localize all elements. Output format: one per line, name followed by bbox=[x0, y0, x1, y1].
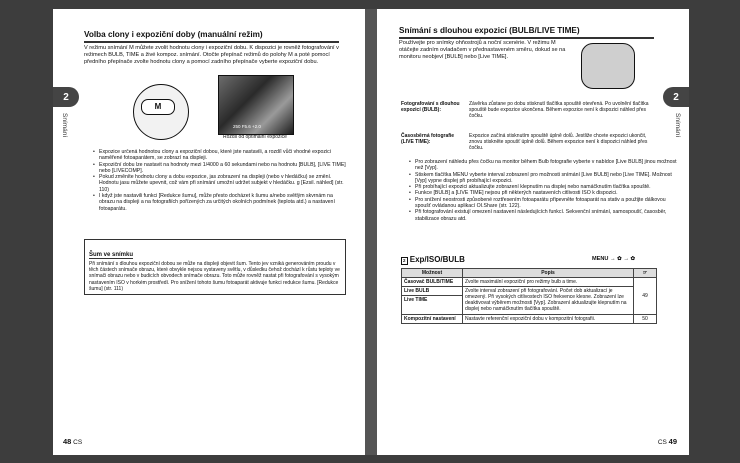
chapter-label: Snímání bbox=[61, 113, 68, 138]
table-header: Možnost bbox=[402, 269, 463, 278]
page-number: 49 bbox=[668, 437, 677, 446]
right-footer bbox=[658, 437, 677, 446]
right-page bbox=[377, 9, 689, 455]
table-header: ☞ bbox=[634, 269, 657, 278]
page-lang: CS bbox=[657, 439, 667, 446]
list-item: • I když jste nastavili funkci [Redukce šumu], může přesto docházet k šumu a/nebo světlým skvrnám na obrazu na displeji a na fotografiích pořízených za určitých okolních podmínek (teplota atd.) a nastavení fotoaparátu. bbox=[99, 193, 349, 212]
table-cell-ref: 49 bbox=[634, 278, 657, 315]
noise-note-box bbox=[84, 239, 346, 295]
list-item: • Expoziční dobu lze nastavit na hodnoty mezi 1/4000 a 60 sekundami nebo na hodnotu [BULB], [LIVE TIME] nebo [LIVECOMP]. bbox=[99, 162, 349, 175]
list-item: • Pro zobrazení náhledu přes čočku na monitor během Bulb fotografie vyberte v nabídce [Live BULB] jinou možnost než [Vyp]. bbox=[415, 159, 677, 172]
list-item: • Stiskem tlačítka MENU vyberte interval zobrazení pro možnosti snímání [Live BULB] nebo [Live TIME]. Možnost [Vyp] vypne displej při probíhající expozici. bbox=[415, 172, 677, 185]
table-cell-option: Live BULB bbox=[402, 287, 463, 296]
table-cell-desc: Zvolte maximální expoziční pro režimy bulb a time. bbox=[463, 278, 634, 287]
book-gutter bbox=[365, 9, 377, 455]
table-row bbox=[402, 315, 657, 324]
left-intro: V režimu snímání M můžete zvolit hodnotu clony i expoziční dobu. K dispozici je rovněž fotografování v režimech BULB, TIME a živé kompoz. snímání. Otočte přepínač režimů do polohy M a poté pomocí předního přepínače zvolte hodnotu clony a pomocí zadního přepínače vyberte expoziční dobu. bbox=[84, 45, 339, 65]
shooting-menu-icon: 2 bbox=[403, 258, 406, 263]
list-item: • Funkce [BULB] a [LIVE TIME] nejsou při některých nastaveních citlivosti ISO k dispozici. bbox=[415, 190, 677, 196]
screen-caption: Rozdíl od optimální expozice bbox=[223, 134, 287, 140]
left-page-title: Volba clony i expoziční doby (manuální režim) bbox=[84, 30, 263, 39]
note-title: Šum ve snímku bbox=[89, 252, 134, 258]
note-text: Při snímání s dlouhou expoziční dobou se může na displeji objevit šum. Tento jev vzniká generováním proudu v těch částech snímače obrazu, které obvykle nejsou vystaveny světlu, v důsledku čehož dochází k růstu teploty ve snímači obrazu nebo v budicích obvodech snímače obrazu. Toto může rovněž nastat při fotografování s vysokým nastavením ISO v horkém prostředí. Pro snížení tohoto šumu fotoaparát aktivuje funkci redukce šumu. [Redukce šumu] (str. 111) bbox=[89, 261, 340, 292]
screen-readout: 250 F5.6 +2.0 bbox=[233, 124, 261, 129]
table-row bbox=[402, 287, 657, 296]
chapter-tab: 2 bbox=[53, 87, 79, 107]
right-intro: Používejte pro snímky ohňostrojů a noční scenérie. V režimu M otáčejte zadním ovladačem v přednastaveném směru, dokud se na monitoru neobjeví [BULB] nebo [Live TIME]. bbox=[399, 40, 566, 60]
title-underline bbox=[399, 37, 654, 39]
left-footer bbox=[63, 437, 82, 446]
right-bullets bbox=[407, 159, 677, 222]
mode-label-bulb: Fotografování s dlouhou expozicí (BULB): bbox=[401, 101, 460, 114]
chapter-tab: 2 bbox=[663, 87, 689, 107]
left-page bbox=[53, 9, 365, 455]
camera-top-illustration bbox=[581, 43, 635, 89]
dial-letter: M bbox=[141, 99, 175, 115]
table-cell-desc: Nastavte referenční expoziční dobu v kompozitní fotografii. bbox=[463, 315, 634, 324]
mode-text-livetime: Expozice začíná stisknutím spouště úplně dolů. Jestliže chcete expozici ukončit, znovu stiskněte spoušť úplně dolů. Během expozice není k dispozici náhled přes čočku. bbox=[469, 133, 648, 152]
page-lang: CS bbox=[73, 439, 83, 446]
table-cell-ref: 50 bbox=[634, 315, 657, 324]
table-cell-desc: Zvolte interval zobrazení při fotografování. Počet dob aktualizací je omezený. Při vysokých citlivostech ISO frekvence klesne. Zobrazení lze deaktivovat výběrem možnosti [Vyp]. Zobrazení aktualizujte klepnutím na displej nebo namáčknutím tlačítka spouště. bbox=[463, 287, 634, 315]
options-table bbox=[401, 268, 657, 324]
section-title-row bbox=[401, 255, 465, 265]
page-number: 48 bbox=[63, 437, 72, 446]
mode-text-bulb: Závěrka zůstane po dobu stisknutí tlačítka spouště otevřená. Po uvolnění tlačítka spouště bude expozice ukončena. Během expozice není k dispozici náhled přes čočku. bbox=[469, 101, 649, 120]
section-title: Exp/ISO/BULB bbox=[409, 255, 465, 264]
table-cell-option: Kompozitní nastavení bbox=[402, 315, 463, 324]
list-item: • Pro snížení neostrosti způsobené roztřesením fotoaparátu připevněte fotoaparát na stativ a použijte dálkovou spoušť ovládanou aplikací OI.Share (str. 122). bbox=[415, 197, 677, 210]
list-item: • Pokud změníte hodnotu clony a dobu expozice, jas zobrazení na displeji (nebo v hledáčku) se změní. Hodnotu jasu můžete upevnit, což vám při snímání umožní udržet subjekt v hledáčku. g [Ezsil. náhled] (str. 110) bbox=[99, 174, 349, 193]
table-cell-option: Časovač BULB/TIME bbox=[402, 278, 463, 287]
table-cell-option: Live TIME bbox=[402, 296, 463, 315]
list-item: • Expozice určená hodnotou clony a expoziční dobou, které jste nastavili, a rozdíl vůči vhodné expozici naměřené fotoaparátem, se zobrazí na displeji. bbox=[99, 149, 349, 162]
mode-label-livetime: Časosběrná fotografie (LIVE TIME): bbox=[401, 133, 455, 146]
menu-path: MENU → ✿ → ✿ bbox=[592, 256, 636, 262]
mode-dial-illustration bbox=[133, 84, 189, 140]
list-item: • Při probíhající expozici aktualizujte zobrazení klepnutím na displej nebo namáčknutím tlačítka spouště. bbox=[415, 184, 677, 190]
chapter-label: Snímání bbox=[674, 113, 681, 138]
table-row bbox=[402, 278, 657, 287]
right-page-title: Snímání s dlouhou expozicí (BULB/LIVE TIME) bbox=[399, 26, 580, 35]
list-item: • Při fotografování existují omezení nastavení následujících funkcí. Sekvenční snímání, samospoušť, časosběr, stabilizace obrazu atd. bbox=[415, 209, 677, 222]
left-bullets bbox=[91, 149, 349, 212]
title-underline bbox=[84, 41, 339, 43]
camera-screen-illustration bbox=[218, 75, 294, 135]
table-header: Popis bbox=[463, 269, 634, 278]
